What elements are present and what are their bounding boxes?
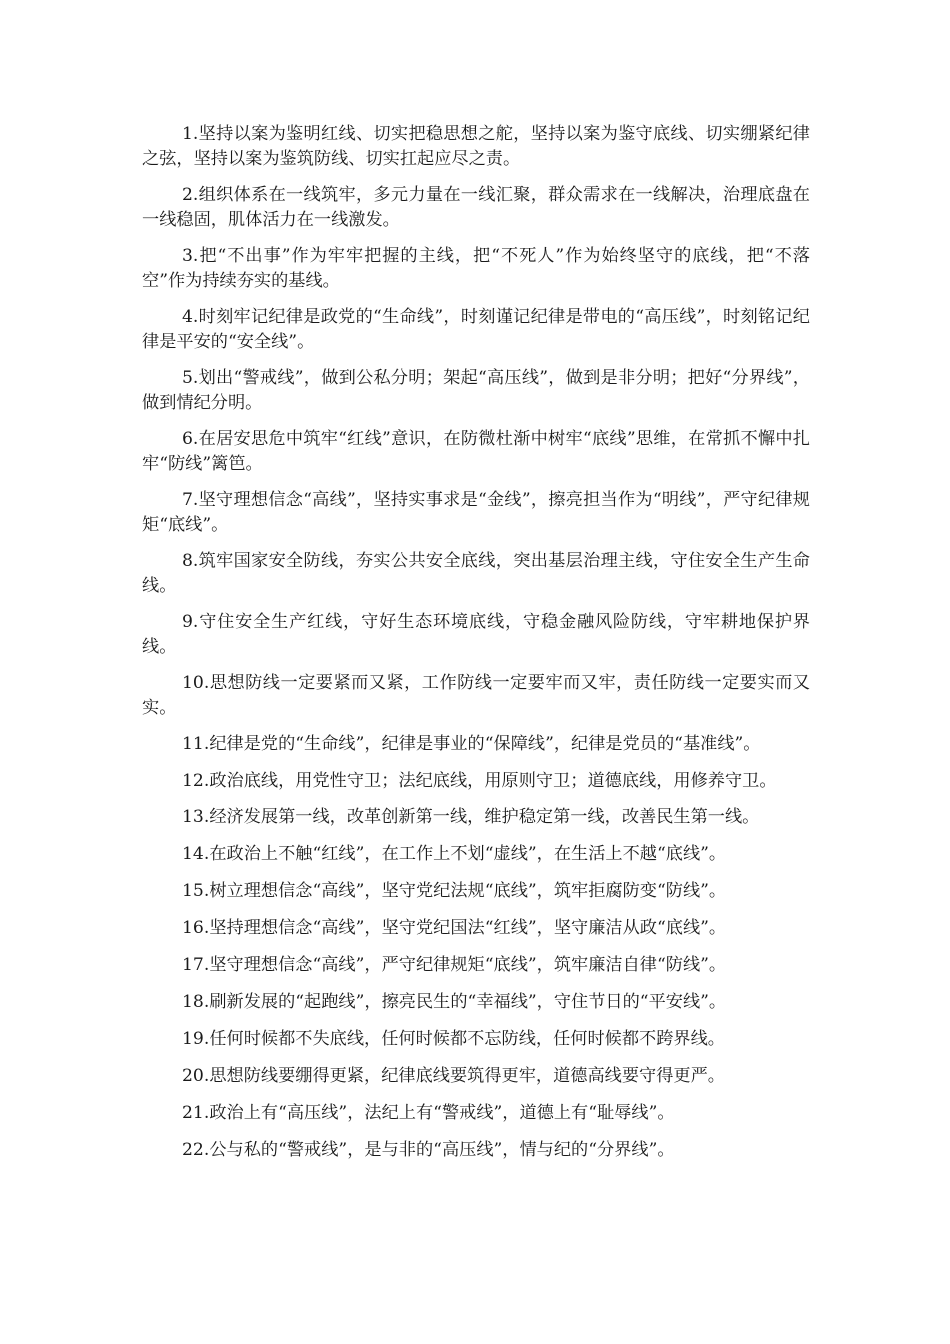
- paragraph-12: 12.政治底线，用党性守卫；法纪底线，用原则守卫；道德底线，用修养守卫。: [182, 771, 777, 791]
- paragraph-11: 11.纪律是党的“生命线”，纪律是事业的“保障线”，纪律是党员的“基准线”。: [182, 734, 761, 754]
- paragraph-7: 7.坚守理想信念“高线”，坚持实事求是“金线”，擦亮担当作为“明线”，严守纪律规矩“底线”。: [142, 490, 810, 535]
- paragraph-16: 16.坚持理想信念“高线”，坚守党纪国法“红线”，坚守廉洁从政“底线”。: [182, 918, 727, 938]
- paragraph-9: 9.守住安全生产红线，守好生态环境底线，守稳金融风险防线，守牢耕地保护界线。: [142, 612, 810, 657]
- paragraph-17: 17.坚守理想信念“高线”，严守纪律规矩“底线”，筑牢廉洁自律“防线”。: [182, 955, 727, 975]
- paragraph-2: 2.组织体系在一线筑牢，多元力量在一线汇聚，群众需求在一线解决，治理底盘在一线稳固，肌体活力在一线激发。: [142, 185, 810, 230]
- paragraph-3: 3.把“不出事”作为牢牢把握的主线，把“不死人”作为始终坚守的底线，把“不落空”作为持续夯实的基线。: [142, 246, 810, 291]
- paragraph-15: 15.树立理想信念“高线”，坚守党纪法规“底线”，筑牢拒腐防变“防线”。: [182, 881, 727, 901]
- paragraph-4: 4.时刻牢记纪律是政党的“生命线”，时刻谨记纪律是带电的“高压线”，时刻铭记纪律是平安的“安全线”。: [142, 307, 810, 352]
- document-body: [142, 122, 810, 1175]
- paragraph-13: 13.经济发展第一线，改革创新第一线，维护稳定第一线，改善民生第一线。: [182, 807, 760, 827]
- paragraph-14: 14.在政治上不触“红线”，在工作上不划“虚线”，在生活上不越“底线”。: [182, 844, 727, 864]
- paragraph-19: 19.任何时候都不失底线，任何时候都不忘防线，任何时候都不跨界线。: [182, 1029, 725, 1049]
- paragraph-1: 1.坚持以案为鉴明红线、切实把稳思想之舵，坚持以案为鉴守底线、切实绷紧纪律之弦，坚持以案为鉴筑防线、切实扛起应尽之责。: [142, 124, 810, 169]
- paragraph-10: 10.思想防线一定要紧而又紧，工作防线一定要牢而又牢，责任防线一定要实而又实。: [142, 673, 810, 718]
- paragraph-18: 18.刷新发展的“起跑线”，擦亮民生的“幸福线”，守住节日的“平安线”。: [182, 992, 727, 1012]
- paragraph-21: 21.政治上有“高压线”，法纪上有“警戒线”，道德上有“耻辱线”。: [182, 1103, 675, 1123]
- paragraph-8: 8.筑牢国家安全防线，夯实公共安全底线，突出基层治理主线，守住安全生产生命线。: [142, 551, 810, 596]
- paragraph-20: 20.思想防线要绷得更紧，纪律底线要筑得更牢，道德高线要守得更严。: [182, 1066, 725, 1086]
- paragraph-5: 5.划出“警戒线”，做到公私分明；架起“高压线”，做到是非分明；把好“分界线”，做到情纪分明。: [142, 368, 810, 413]
- paragraph-22: 22.公与私的“警戒线”，是与非的“高压线”，情与纪的“分界线”。: [182, 1140, 675, 1160]
- paragraph-6: 6.在居安思危中筑牢“红线”意识，在防微杜渐中树牢“底线”思维，在常抓不懈中扎牢“防线”篱笆。: [142, 429, 810, 474]
